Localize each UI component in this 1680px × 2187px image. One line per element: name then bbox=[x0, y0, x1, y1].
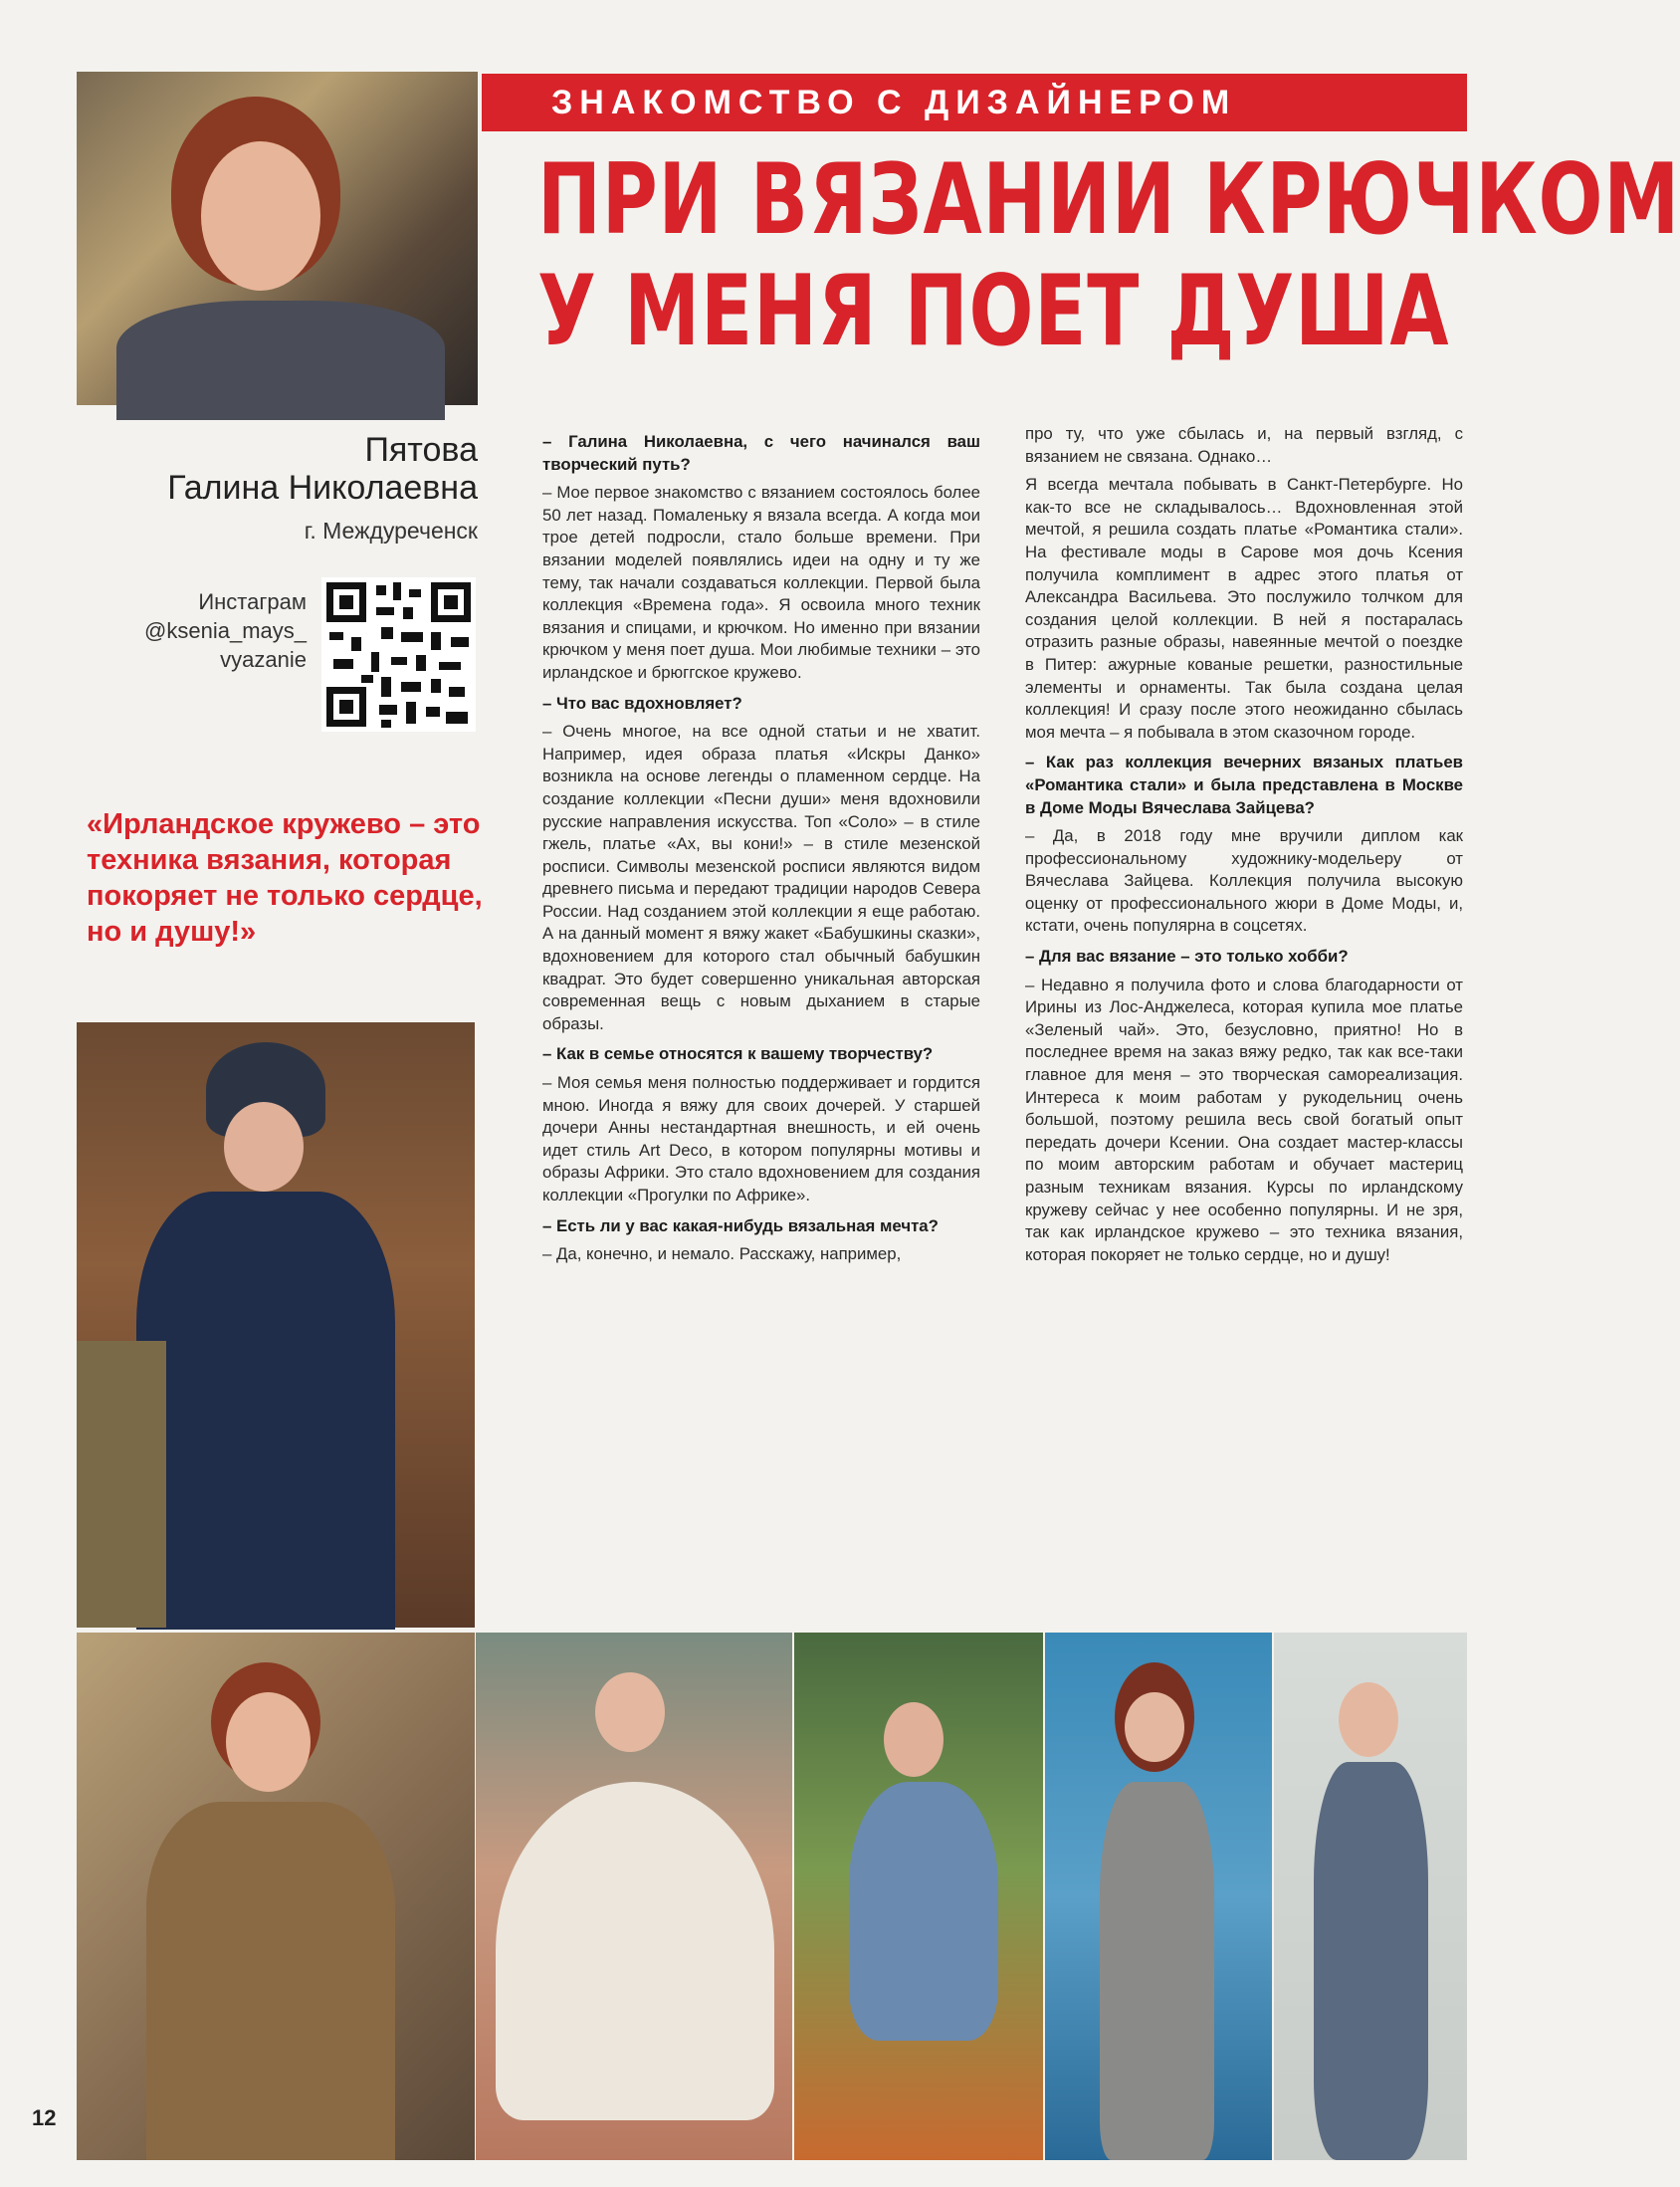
designer-surname: Пятова bbox=[364, 431, 478, 469]
instagram-info bbox=[100, 587, 307, 674]
question: – Галина Николаевна, с чего начинался ваш творческий путь? bbox=[542, 432, 980, 474]
section-label: ЗНАКОМСТВО С ДИЗАЙНЕРОМ bbox=[551, 84, 1237, 121]
photo-white-dress bbox=[476, 1633, 792, 2160]
answer: – Мое первое знакомство с вязанием состоялось более 50 лет назад. Помаленьку я вязала всегда. А когда мои трое детей подросли, стало больше времени. При вязании моделей появлялись идеи на одну и ту же тему, так начали создаваться коллекции. Первой была коллекция «Времена года». Я освоила много техник вязания и спицами, и крючком. Но именно при вязании крючком у меня поет душа. Мои любимые техники – это ирландское и брюггское кружево. bbox=[542, 483, 980, 682]
instagram-handle-part2: vyazanie bbox=[220, 647, 307, 672]
question: – Есть ли у вас какая-нибудь вязальная мечта? bbox=[542, 1215, 939, 1235]
headline-line-1: ПРИ ВЯЗАНИИ КРЮЧКОМ bbox=[537, 143, 1680, 257]
designer-name bbox=[80, 431, 478, 507]
portrait-photo bbox=[77, 72, 478, 405]
article-column-2 bbox=[1025, 423, 1463, 1272]
photo-floral-dress bbox=[794, 1633, 1043, 2160]
designer-city: г. Междуреченск bbox=[304, 518, 478, 544]
headline-line-2: У МЕНЯ ПОЕТ ДУША bbox=[537, 255, 1450, 368]
question: – Как в семье относятся к вашему творчеству? bbox=[542, 1044, 934, 1064]
article-column-1 bbox=[542, 423, 980, 1272]
answer: – Да, в 2018 году мне вручили диплом как профессиональному художнику-модельеру от Вячеслава Зайцева. Коллекция получила высокую оценку от профессионального жюри в Доме Моды, и, кстати, очень популярна в соцсетях. bbox=[1025, 826, 1463, 936]
designer-first-names: Галина Николаевна bbox=[167, 469, 478, 507]
photo-grey-gown bbox=[1045, 1633, 1272, 2160]
photo-lace-jacket bbox=[77, 1633, 475, 2160]
answer: – Недавно я получила фото и слова благодарности от Ирины из Лос-Анджелеса, которая купила мое платье «Зеленый чай». Это, безусловно, приятно! Но в последнее время на заказ вяжу редко, так как все-таки главное для меня – это творческая самореализация. Интереса к моим работам у рукодельниц очень большой, поэтому решила весь свой богатый опыт передать дочери Ксении. Она создает мастер-классы по моим авторским работам и обучает мастериц разным техникам вязания. Курсы по ирландскому кружеву сейчас у нее особенно популярны. И не зря, так как ирландское кружево – это техника вязания, которая покоряет не только сердце, но и душу! bbox=[1025, 975, 1463, 1264]
photo-blue-lace-gown bbox=[1274, 1633, 1467, 2160]
article-headline bbox=[537, 143, 1680, 368]
question: – Для вас вязание – это только хобби? bbox=[1025, 947, 1349, 967]
instagram-label: Инстаграм bbox=[198, 589, 307, 614]
answer: про ту, что уже сбылась и, на первый взгляд, с вязанием не связана. Однако… bbox=[1025, 424, 1463, 466]
instagram-handle-part1: @ksenia_mays_ bbox=[144, 618, 307, 643]
section-banner bbox=[482, 74, 1467, 131]
photo-blue-jacket bbox=[77, 1022, 475, 1628]
answer: – Очень многое, на все одной статьи и не хватит. Например, идея образа платья «Искры Данко» возникла на основе легенды о пламенном сердце. На создание коллекции «Песни души» меня вдохновили русские направления искусства. Топ «Соло» – в стиле гжель, платье «Ах, вы кони!» – в стиле мезенской росписи. Символы мезенской росписи являются видом древнего письма и передают традиции народов Севера России. Над созданием этой коллекции я еще работаю. А на данный момент я вяжу жакет «Бабушкины сказки», вдохновением для которого стал обычный бабушкин квадрат. Это будет совершенно уникальная авторская современная вещь с новым дыханием в старые образы. bbox=[542, 722, 980, 1033]
page-number: 12 bbox=[32, 2105, 57, 2130]
qr-code-icon bbox=[321, 577, 476, 732]
pull-quote: «Ирландское кружево – это техника вязания, которая покоряет не только сердце, но и душу!» bbox=[87, 808, 483, 948]
answer: – Да, конечно, и немало. Расскажу, например, bbox=[542, 1244, 902, 1264]
question: – Как раз коллекция вечерних вязаных платьев «Романтика стали» и была представлена в Москве в Доме Моды Вячеслава Зайцева? bbox=[1025, 753, 1463, 817]
answer: Я всегда мечтала побывать в Санкт-Петербурге. Но как-то все не складывалось… Вдохновленная этой мечтой, я решила создать платье «Романтика стали». На фестивале моды в Сарове моя дочь Ксения получила комплимент в адрес этого платья от Александра Васильева. Это послужило толчком для создания целой коллекции. В ней я постаралась отразить разные образы, навеянные мечтой о поездке в Питер: ажурные кованые решетки, разностильные элементы и орнаменты. Так была создана целая коллекция! И сразу после этого неожиданно сбылась моя мечта – я побывала в этом сказочном городе. bbox=[1025, 475, 1463, 742]
question: – Что вас вдохновляет? bbox=[542, 693, 742, 713]
answer: – Моя семья меня полностью поддерживает и гордится мною. Иногда я вяжу для своих дочерей. У старшей дочери Анны нестандартная внешность, и ей очень идет стиль Art Deco, в котором популярны мотивы и образы Африки. Это стало вдохновением для создания коллекции «Прогулки по Африке». bbox=[542, 1073, 980, 1204]
